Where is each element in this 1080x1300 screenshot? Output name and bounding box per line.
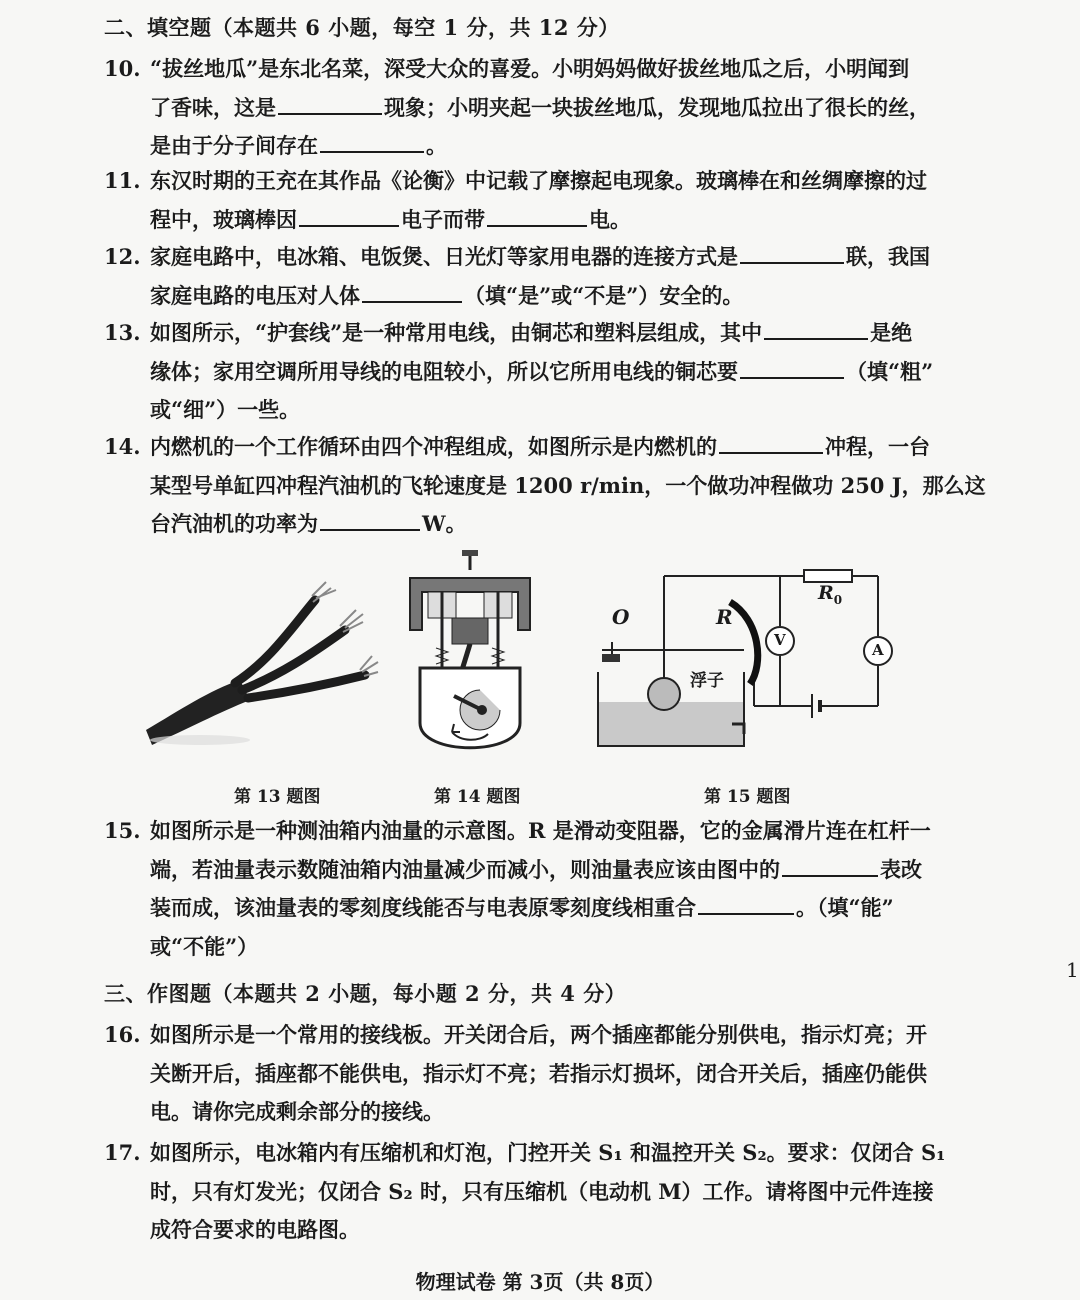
answer-blank[interactable] [740,357,844,379]
question-text: 。 [426,133,447,158]
edge-page-mark: 1 [1066,958,1079,982]
figure-15-caption: 第 15 题图 [704,787,791,807]
question-11 [104,162,984,239]
answer-blank[interactable] [362,281,462,303]
question-text: 现象；小明夹起一块拔丝地瓜，发现地瓜拉出了很长的丝， [384,94,930,120]
figure-13-sheathed-cable [140,580,380,750]
question-line: 关断开后，插座都不能供电，指示灯不亮；若指示灯损坏，闭合开关后，插座仍能供 [150,1060,927,1086]
question-15 [104,812,984,966]
question-text: 装而成，该油量表的零刻度线能否与电表原零刻度线相重合 [150,895,696,920]
question-text: 端，若油量表示数随油箱内油量减少而减小，则油量表应该由图中的 [150,856,780,882]
question-text: 是由于分子间存在 [150,133,318,158]
question-text: （填“粗” [846,358,934,384]
question-text: 缘体；家用空调所用导线的电阻较小，所以它所用电线的铜芯要 [150,358,738,384]
question-text: 如图所示，“护套线”是一种常用电线，由铜芯和塑料层组成，其中 [150,320,763,345]
answer-blank[interactable] [320,131,424,153]
label-float: 浮子 [690,671,724,691]
question-line: 时，只有灯发光；仅闭合 S₂ 时，只有压缩机（电动机 M）工作。请将图中元件连接 [150,1178,934,1204]
question-number: 16. [104,1022,141,1047]
label-resistor-r0: $R_0$ [818,582,843,607]
question-line: 如图所示是一个常用的接线板。开关闭合后，两个插座都能分别供电，指示灯亮；开 [150,1022,927,1047]
question-number: 13. [104,320,141,345]
question-line: 或“细”）一些。 [150,397,301,422]
question-14 [104,428,984,544]
question-text: 家庭电路中，电冰箱、电饭煲、日光灯等家用电器的连接方式是 [150,244,738,269]
question-text: 了香味，这是 [150,94,276,120]
question-text: 表改 [880,856,922,882]
question-line: 成符合要求的电路图。 [150,1217,360,1242]
question-text: （填“是”或“不是”）安全的。 [464,282,744,308]
question-16 [104,1016,984,1132]
question-text: 。（填“能” [796,895,894,920]
question-line: 某型号单缸四冲程汽油机的飞轮速度是 1200 r/min，一个做功冲程做功 250 J，那么这 [150,472,986,498]
question-text: 联，我国 [846,244,930,269]
answer-blank[interactable] [740,242,844,264]
question-text: 内燃机的一个工作循环由四个冲程组成，如图所示是内燃机的 [150,434,717,459]
answer-blank[interactable] [278,93,382,115]
page-footer: 物理试卷 第 3页（共 8页） [415,1270,665,1294]
figure-15-oil-gauge-circuit [594,560,904,760]
answer-blank[interactable] [487,205,587,227]
question-line: 如图所示是一种测油箱内油量的示意图。R 是滑动变阻器，它的金属滑片连在杠杆一 [150,818,931,843]
question-line: “拔丝地瓜”是东北名菜，深受大众的喜爱。小明妈妈做好拔丝地瓜之后，小明闻到 [150,56,910,81]
answer-blank[interactable] [719,432,823,454]
answer-blank[interactable] [320,509,420,531]
question-text: 是绝 [870,320,913,345]
figure-14-engine-stroke [400,548,540,768]
question-number: 17. [104,1140,141,1165]
question-line: 电。请你完成剩余部分的接线。 [150,1099,444,1124]
figure-14-caption: 第 14 题图 [434,787,521,807]
ammeter-symbol: A [872,641,884,659]
question-17 [104,1134,984,1250]
question-line: 东汉时期的王充在其作品《论衡》中记载了摩擦起电现象。玻璃棒在和丝绸摩擦的过 [150,168,927,193]
question-text: 程中，玻璃棒因 [150,206,297,232]
question-text: 电子而带 [401,206,485,232]
question-line: 如图所示，电冰箱内有压缩机和灯泡，门控开关 S₁ 和温控开关 S₂。要求：仅闭合 S₁ [150,1140,946,1165]
question-text: 冲程，一台 [825,434,930,459]
question-text: W。 [422,511,467,536]
label-pivot-o: O [612,605,630,629]
figure-13-caption: 第 13 题图 [234,787,321,807]
answer-blank[interactable] [698,893,794,915]
question-number: 15. [104,818,141,843]
question-12 [104,238,984,315]
question-number: 10. [104,56,141,81]
question-10 [104,50,984,166]
section-2-title: 二、填空题（本题共 6 小题，每空 1 分，共 12 分） [104,15,620,40]
question-text: 台汽油机的功率为 [150,511,318,536]
answer-blank[interactable] [764,318,868,340]
question-line: 或“不能”） [150,933,259,959]
voltmeter-symbol: V [774,631,786,649]
answer-blank[interactable] [782,855,878,877]
question-number: 12. [104,244,141,269]
question-text: 电。 [589,206,631,232]
label-resistor-r: R [716,605,733,629]
question-13 [104,314,984,430]
question-text: 家庭电路的电压对人体 [150,282,360,308]
answer-blank[interactable] [299,205,399,227]
section-3-title: 三、作图题（本题共 2 小题，每小题 2 分，共 4 分） [104,981,627,1006]
question-number: 11. [104,168,141,193]
question-number: 14. [104,434,141,459]
